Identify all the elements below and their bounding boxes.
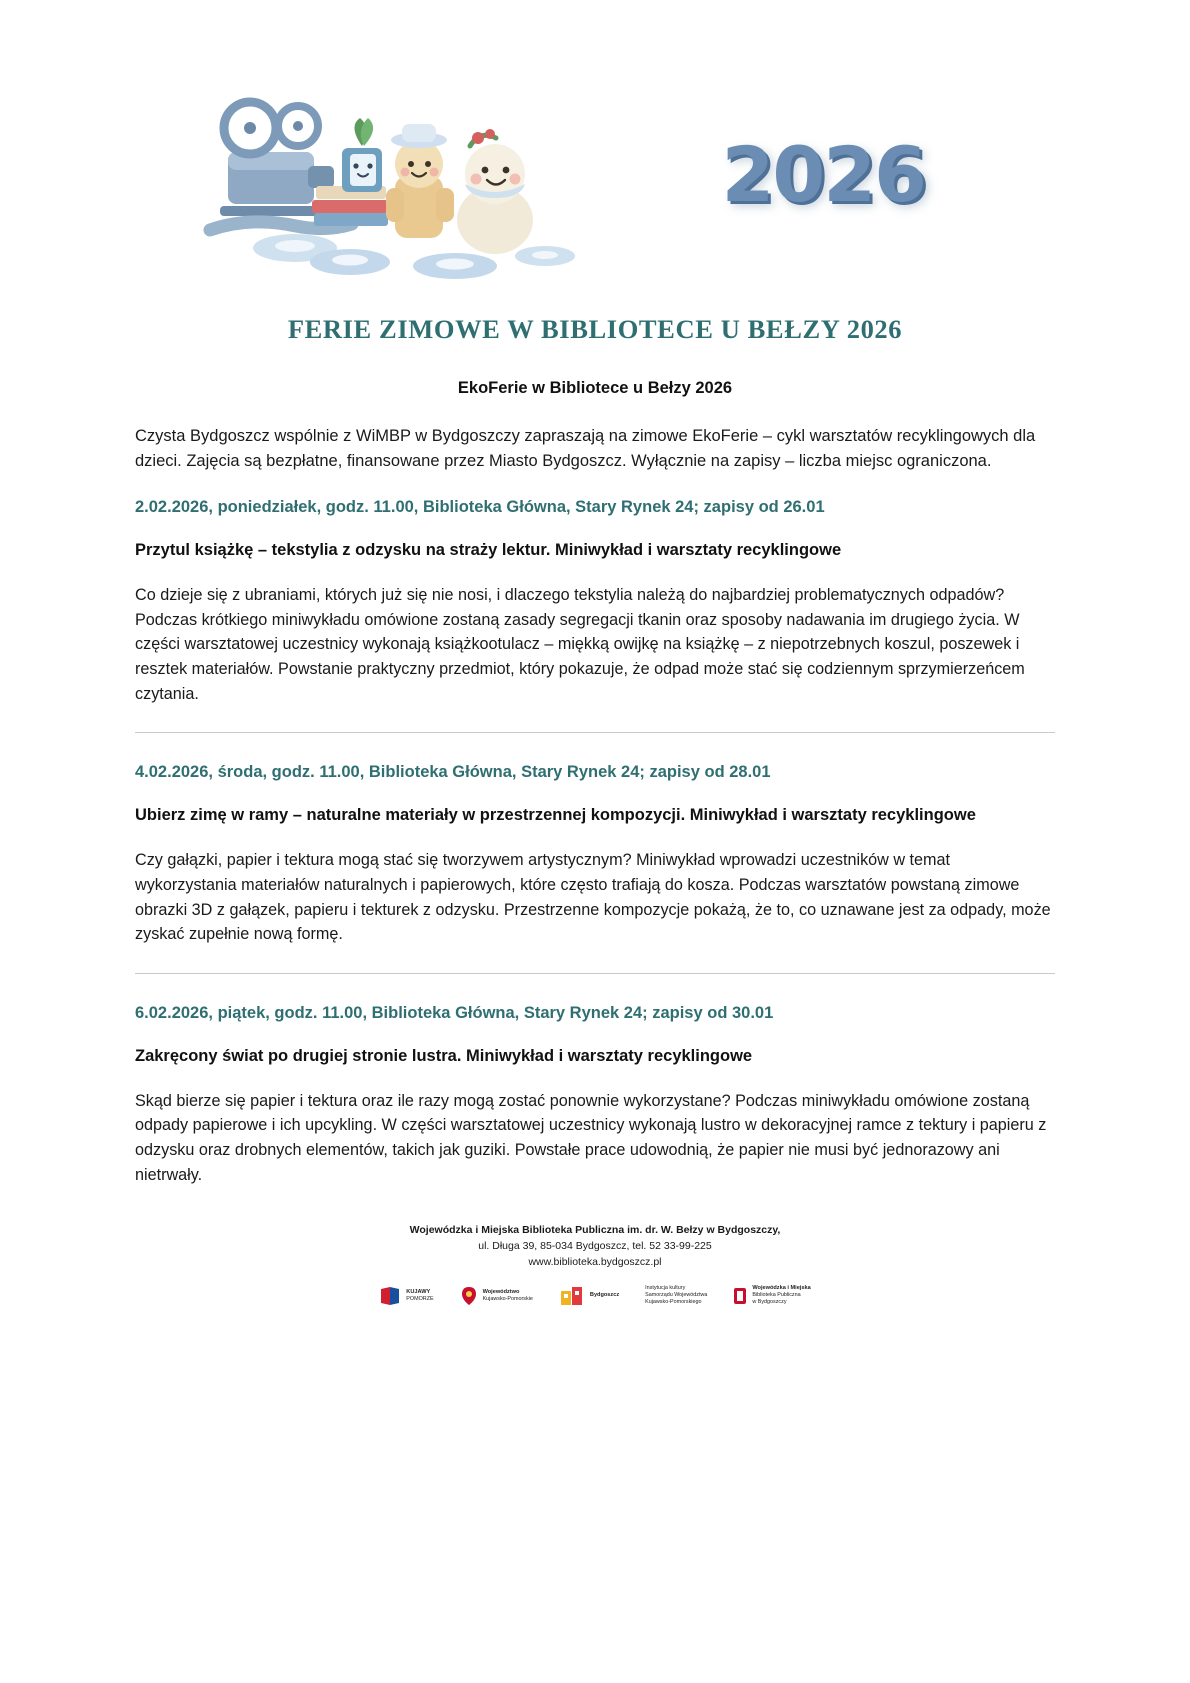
event-title: Ubierz zimę w ramy – naturalne materiały w przestrzennej kompozycji. Miniwykład i warsztaty recyklingowe [135, 806, 976, 825]
footer-website[interactable]: www.biblioteka.bydgoszcz.pl [528, 1255, 662, 1268]
winter-holiday-illustration [190, 80, 640, 290]
year-badge: 2026 [721, 130, 925, 219]
event-title: Zakręcony świat po drugiej stronie lustra. Miniwykład i warsztaty recyklingowe [135, 1046, 753, 1065]
event-date: 6.02.2026, piątek, godz. 11.00, Biblioteka Główna, Stary Rynek 24; zapisy od 30.01 [135, 1003, 774, 1022]
event-description: Co dzieje się z ubraniami, których już się nie nosi, i dlaczego tekstylia należą do najbardziej problematycznych odpadów? Podczas krótkiego miniwykładu omówione zostaną zasady segregacji tkanin oraz sposoby nadawania im drugiego życia. W części warsztatowej uczestnicy wykonają książkootulacz – miękką owijkę na książkę – z niepotrzebnych koszul, poszewek i resztek materiałów. Powstanie praktyczny przedmiot, który pokazuje, że odpad może stać się codziennym sprzymierzeńcem czytania. [135, 586, 1025, 703]
event-block-2 [135, 761, 1055, 947]
hero-illustration-area [135, 70, 1055, 300]
page-footer [135, 1223, 1055, 1306]
page-title: FERIE ZIMOWE W BIBLIOTECE U BEŁZY 2026 [287, 314, 903, 344]
intro-paragraph: Czysta Bydgoszcz wspólnie z WiMBP w Bydgoszczy zapraszają na zimowe EkoFerie – cykl warsztatów recyklingowych dla dzieci. Zajęcia są bezpłatne, finansowane przez Miasto Bydgoszcz. Wyłącznie na zapisy – liczba miejsc ograniczona. [135, 427, 1036, 471]
footer-institution: Wojewódzka i Miejska Biblioteka Publiczna im. dr. W. Bełzy w Bydgoszczy, [409, 1224, 781, 1237]
section-divider [135, 732, 1055, 733]
section-divider [135, 973, 1055, 974]
event-description: Skąd bierze się papier i tektura oraz ile razy mogą zostać ponownie wykorzystane? Podczas miniwykładu omówione zostaną odpady papierowe i ich upcykling. W części warsztatowej uczestnicy wykonają lustro w dekoracyjnej ramce z tektury i papieru z odzysku oraz drobnych elementów, takich jak guziki. Powstałe prace udowodnią, że papier nie musi być jednorazowy ani nietrwały. [135, 1091, 1047, 1184]
logo-label: Wojewódzka i Miejska Biblioteka Publiczna w Bydgoszczy [752, 1285, 811, 1306]
book-icon [733, 1287, 747, 1305]
kujawy-pomorze-icon [379, 1286, 401, 1306]
subtitle: EkoFerie w Bibliotece u Bełzy 2026 [457, 379, 733, 397]
herb-icon [460, 1286, 478, 1306]
event-date: 4.02.2026, środa, godz. 11.00, Biblioteka Główna, Stary Rynek 24; zapisy od 28.01 [135, 763, 771, 782]
wimbp-logo [733, 1285, 810, 1305]
bydgoszcz-logo [559, 1285, 619, 1307]
event-description: Czy gałązki, papier i tektura mogą stać się tworzywem artystycznym? Miniwykład wprowadzi uczestników w temat wykorzystania materiałów naturalnych i papierowych, które często trafiają do kosza. Podczas warsztatów powstaną zimowe obrazki 3D z gałązek, papieru i tekturek z odzysku. Przestrzenne kompozycje pokażą, że to, co uznawane jest za odpady, może zyskać zupełnie nową formę. [135, 851, 1051, 944]
bydgoszcz-icon [559, 1285, 585, 1307]
event-block-1 [135, 496, 1055, 706]
kujawsko-pomorskie-logo [379, 1286, 433, 1306]
footer-address: ul. Długa 39, 85-034 Bydgoszcz, tel. 52 33-99-225 [478, 1240, 712, 1253]
event-title: Przytul książkę – tekstylia z odzysku na straży lektur. Miniwykład i warsztaty recyklingowe [135, 541, 842, 560]
footer-logos [135, 1285, 1055, 1307]
logo-label: Bydgoszcz [589, 1292, 620, 1299]
instytucja-kultury-logo [645, 1285, 707, 1305]
wojewodztwo-kujawsko-pomorskie-logo [460, 1286, 533, 1306]
event-date: 2.02.2026, poniedziałek, godz. 11.00, Biblioteka Główna, Stary Rynek 24; zapisy od 26.01 [135, 498, 825, 517]
logo-label: KUJAWY POMORZE [406, 1288, 434, 1302]
logo-label: Instytucja kultury Samorządu Województwa Kujawsko-Pomorskiego [645, 1285, 708, 1305]
event-block-3 [135, 1002, 1055, 1188]
logo-label: Województwo Kujawsko-Pomorskie [482, 1288, 533, 1302]
